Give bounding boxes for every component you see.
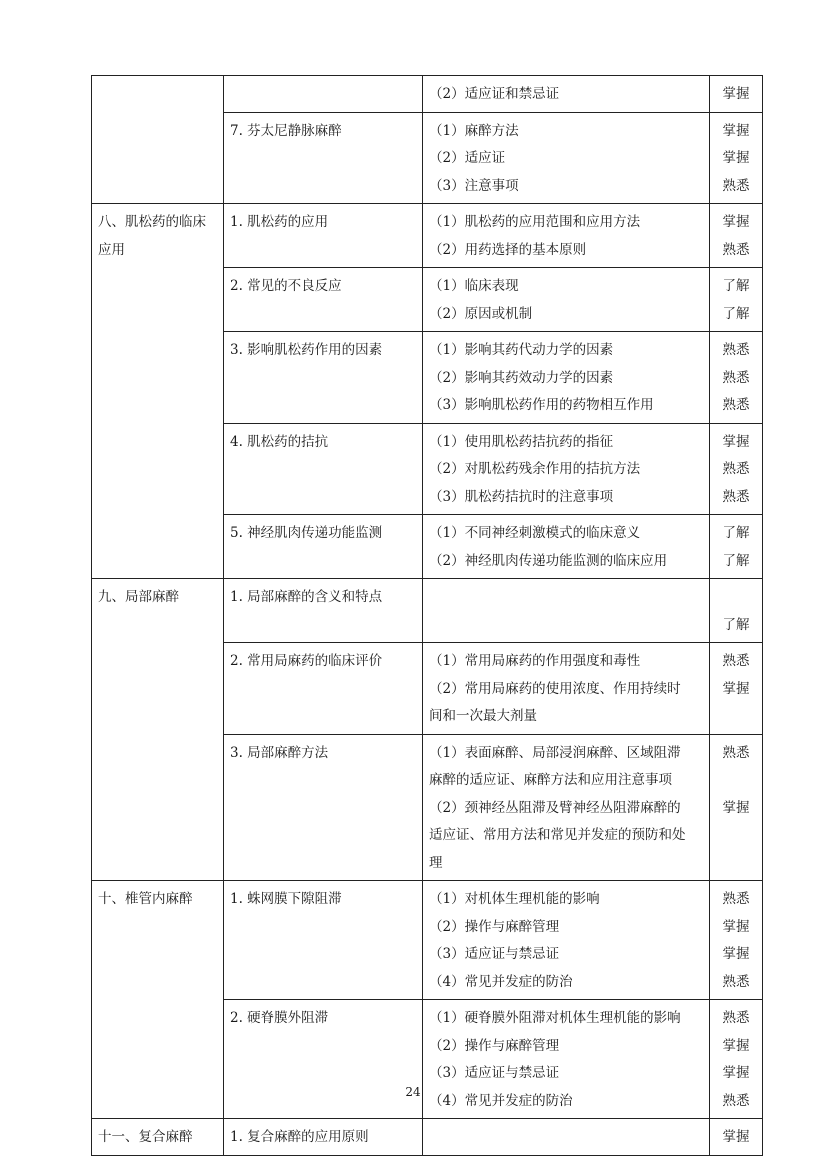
page-number: 24 [405, 1085, 421, 1099]
topic-cell: 3. 影响肌松药作用的因素 [224, 332, 423, 424]
items-cell [423, 1119, 710, 1156]
table-row [92, 1119, 763, 1156]
table-row [92, 76, 763, 113]
topic-cell: 7. 芬太尼静脉麻醉 [224, 112, 423, 204]
category-cell: 八、肌松药的临床应用 [92, 204, 224, 579]
topic-cell: 5. 神经肌肉传递功能监测 [224, 515, 423, 579]
level-cell: 熟悉 熟悉 熟悉 [710, 332, 763, 424]
items-cell: （1）常用局麻药的作用强度和毒性 （2）常用局麻药的使用浓度、作用持续时 间和一次最大剂量 [423, 643, 710, 735]
topic-cell [224, 76, 423, 113]
category-cell [92, 76, 224, 204]
items-cell: （1）表面麻醉、局部浸润麻醉、区域阻滞 麻醉的适应证、麻醉方法和应用注意事项 （2）颈神经丛阻滞及臂神经丛阻滞麻醉的 适应证、常用方法和常见并发症的预防和处 理 [423, 734, 710, 881]
level-cell: 掌握 熟悉 [710, 204, 763, 268]
items-cell [423, 579, 710, 643]
topic-cell: 2. 常用局麻药的临床评价 [224, 643, 423, 735]
items-cell: （1）临床表现 （2）原因或机制 [423, 268, 710, 332]
topic-cell: 3. 局部麻醉方法 [224, 734, 423, 881]
table-row [92, 579, 763, 643]
items-cell: （1）影响其药代动力学的因素 （2）影响其药效动力学的因素 （3）影响肌松药作用的药物相互作用 [423, 332, 710, 424]
table-row [92, 204, 763, 268]
level-cell: 熟悉 掌握 [710, 734, 763, 881]
level-cell: 熟悉 掌握 [710, 643, 763, 735]
level-cell: 熟悉 掌握 掌握 熟悉 [710, 881, 763, 1000]
items-cell: （1）使用肌松药拮抗药的指征 （2）对肌松药残余作用的拮抗方法 （3）肌松药拮抗时的注意事项 [423, 423, 710, 515]
topic-cell: 1. 复合麻醉的应用原则 [224, 1119, 423, 1156]
table-row [92, 881, 763, 1000]
topic-cell: 1. 肌松药的应用 [224, 204, 423, 268]
level-cell: 掌握 [710, 1119, 763, 1156]
level-cell: 了解 了解 [710, 515, 763, 579]
category-cell: 十、椎管内麻醉 [92, 881, 224, 1119]
category-cell: 十一、复合麻醉 [92, 1119, 224, 1156]
items-cell: （1）麻醉方法 （2）适应证 （3）注意事项 [423, 112, 710, 204]
level-cell: 掌握 掌握 熟悉 [710, 112, 763, 204]
items-cell: （1）不同神经刺激模式的临床意义 （2）神经肌肉传递功能监测的临床应用 [423, 515, 710, 579]
topic-cell: 1. 局部麻醉的含义和特点 [224, 579, 423, 643]
items-cell: （1）对机体生理机能的影响 （2）操作与麻醉管理 （3）适应证与禁忌证 （4）常见并发症的防治 [423, 881, 710, 1000]
items-cell: （1）硬脊膜外阻滞对机体生理机能的影响 （2）操作与麻醉管理 （3）适应证与禁忌证 （4）常见并发症的防治 [423, 1000, 710, 1119]
category-cell: 九、局部麻醉 [92, 579, 224, 881]
topic-cell: 1. 蛛网膜下隙阻滞 [224, 881, 423, 1000]
level-cell: 掌握 [710, 76, 763, 113]
topic-cell: 2. 硬脊膜外阻滞 [224, 1000, 423, 1119]
items-cell: （2）适应证和禁忌证 [423, 76, 710, 113]
syllabus-table [91, 75, 763, 1156]
topic-cell: 4. 肌松药的拮抗 [224, 423, 423, 515]
level-cell: 了解 了解 [710, 268, 763, 332]
level-cell: 掌握 熟悉 熟悉 [710, 423, 763, 515]
level-cell: 了解 [710, 579, 763, 643]
items-cell: （1）肌松药的应用范围和应用方法 （2）用药选择的基本原则 [423, 204, 710, 268]
topic-cell: 2. 常见的不良反应 [224, 268, 423, 332]
level-cell: 熟悉 掌握 掌握 熟悉 [710, 1000, 763, 1119]
